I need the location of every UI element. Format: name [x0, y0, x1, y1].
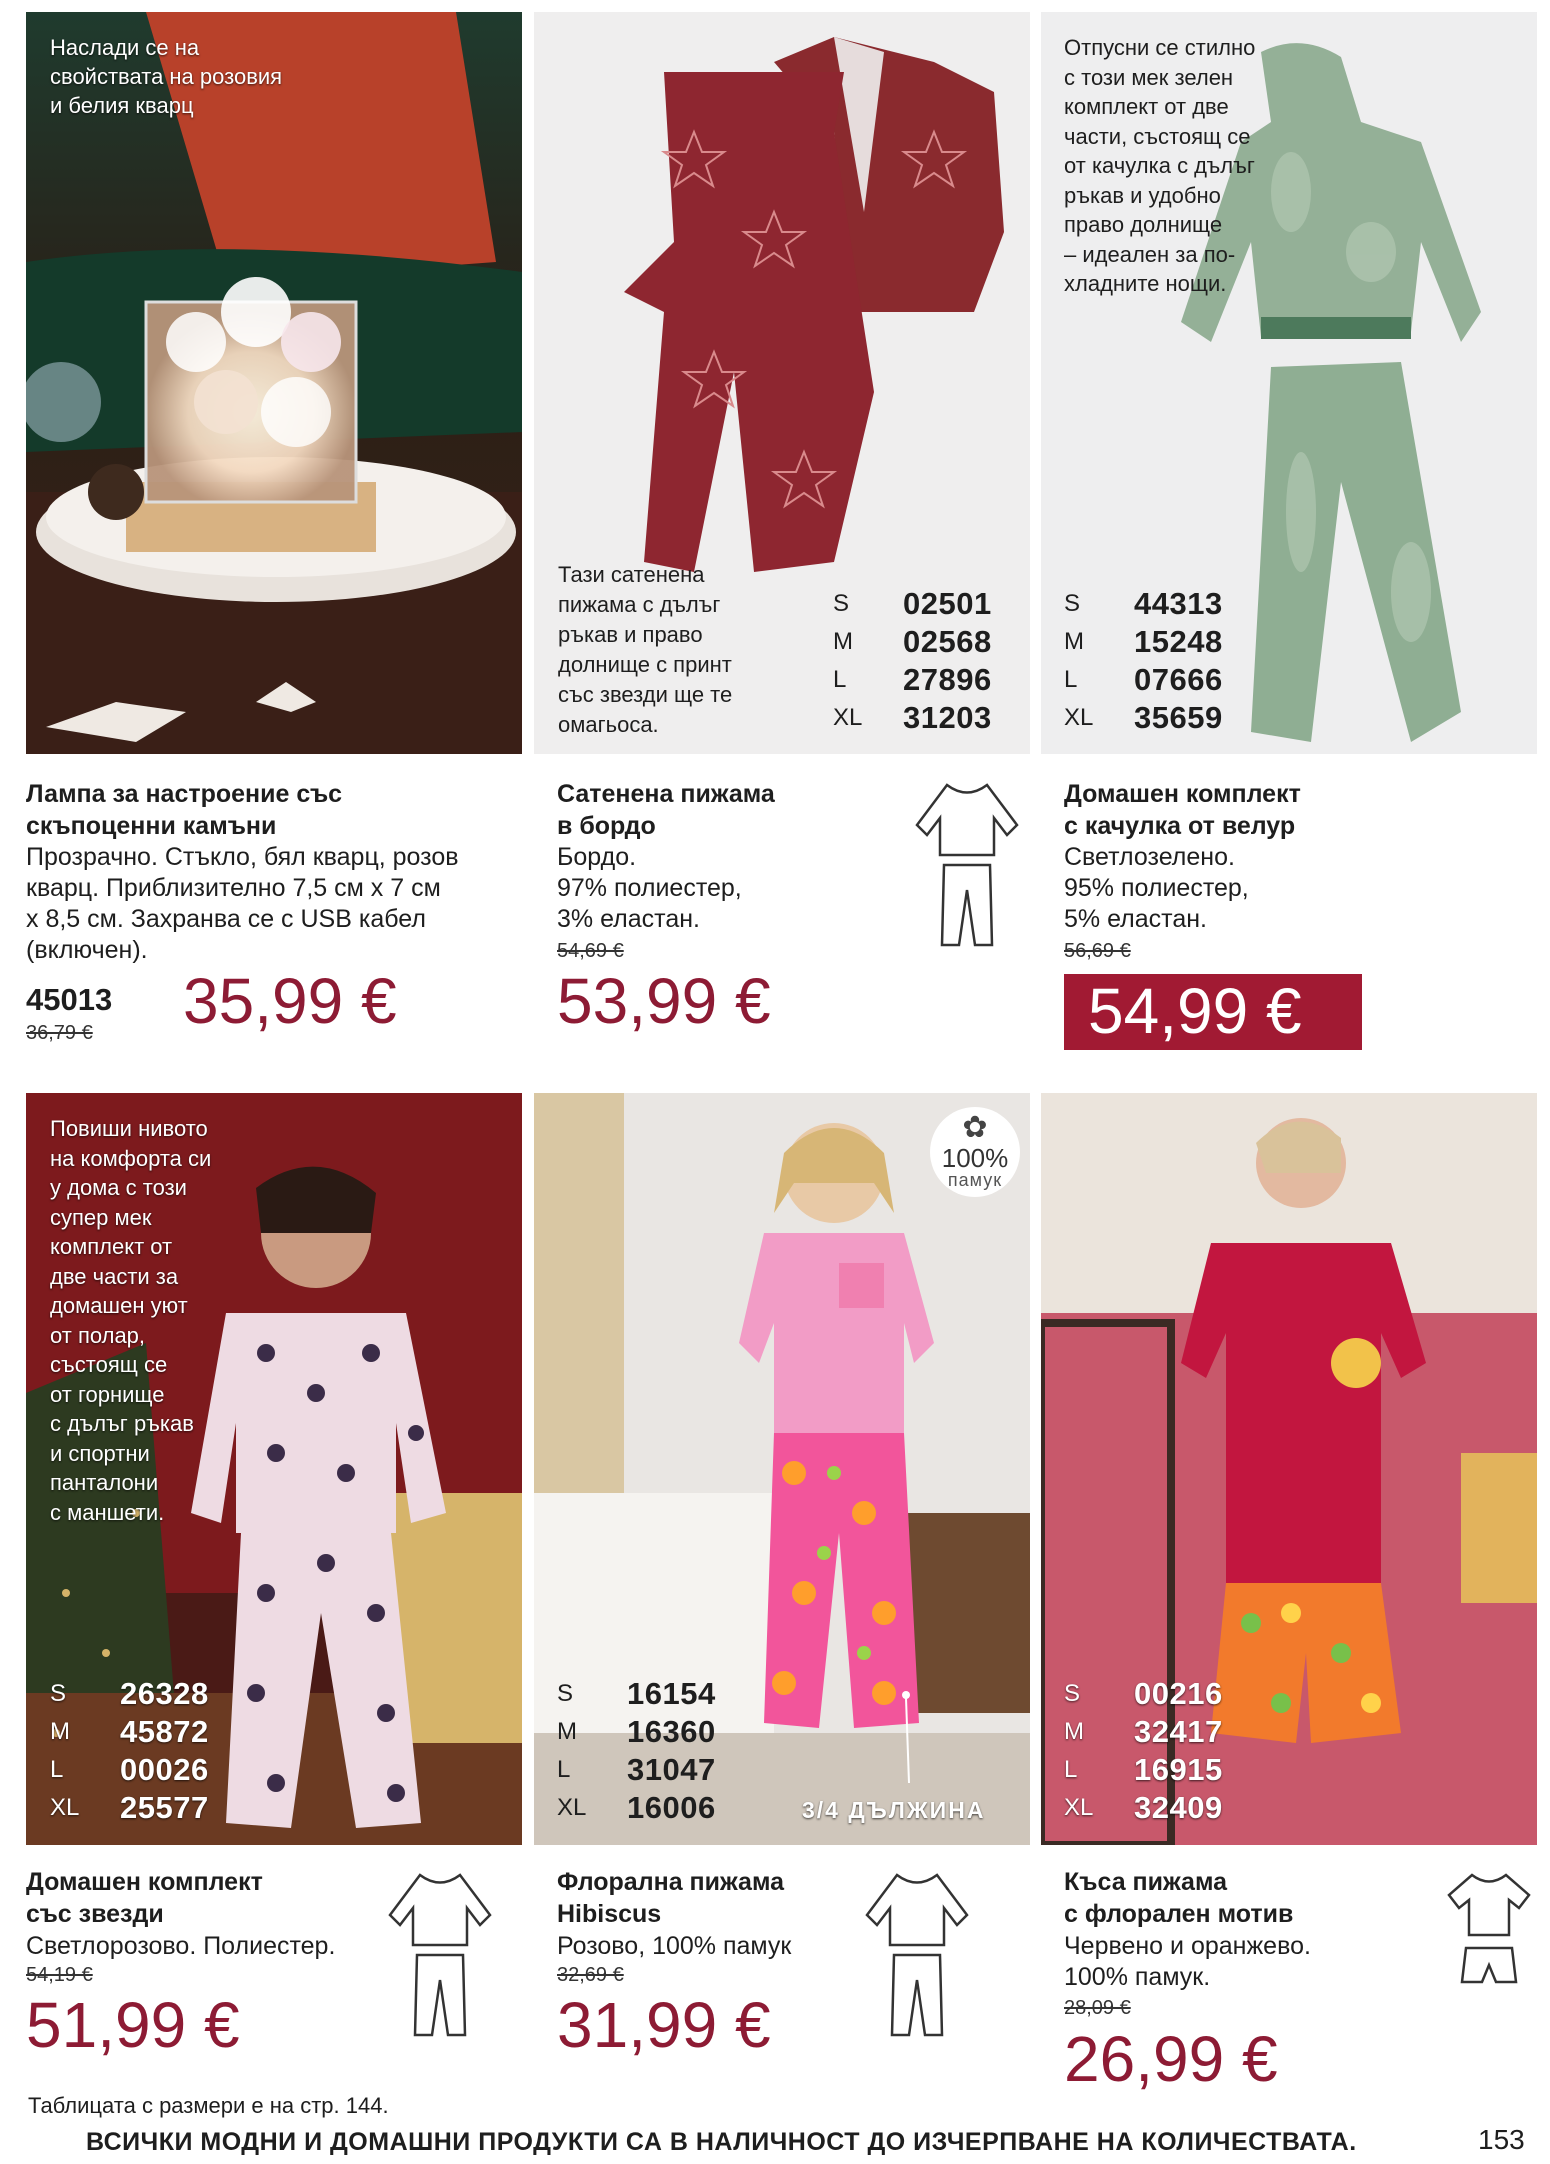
stars-description: Светлорозово. Полиестер.	[26, 1932, 336, 1960]
stars-photo-text: Повиши нивото на комфорта си у дома с този супер мек комплект от две части за домашен уют от полар, състоящ се от горнище с дълъг ръкав и спортни панталони с маншети.	[50, 1116, 212, 1525]
length-label: 3/4 ДЪЛЖИНА	[802, 1797, 986, 1823]
velour-photo-text: Отпусни се стилно с този мек зелен комплект от две части, състоящ се от качулка с дълъг ръкав и удобно право долнище – идеален за по- хладните нощи.	[1064, 35, 1256, 296]
satin-old-price: 54,69 €	[557, 940, 624, 962]
page-number: 153	[1478, 2124, 1525, 2155]
satin-photo-text: Тази сатенена пижама с дълъг ръкав и право долнище с принт със звезди ще те омагьоса.	[558, 562, 733, 737]
availability-note: ВСИЧКИ МОДНИ И ДОМАШНИ ПРОДУКТИ СА В НАЛИЧНОСТ ДО ИЗЧЕРПВАНЕ НА КОЛИЧЕСТВАТА.	[86, 2128, 1357, 2156]
hibiscus-size-codes: S 16154 M 16360 L 31047 XL 16006	[557, 1676, 716, 1825]
floral-short-title: Къса пижама с флорален мотив	[1064, 1868, 1294, 1928]
cotton-badge-percent: 100%	[941, 1143, 1009, 1173]
stars-size-codes: S 26328 M 45872 L 00026 XL 25577	[50, 1676, 209, 1825]
hibiscus-price: 31,99 €	[557, 1989, 771, 2061]
lamp-description: Прозрачно. Стъкло, бял кварц, розов кварц. Приблизително 7,5 см x 7 см x 8,5 см. Захранва се с USB кабел (включен).	[26, 843, 459, 964]
floral-short-description: Червено и оранжево. 100% памук.	[1064, 1932, 1311, 1991]
lamp-photo-text: Наслади се на свойствата на розовия и белия кварц	[50, 35, 283, 118]
lamp-title: Лампа за настроение със скъпоценни камъни	[26, 780, 343, 840]
lamp-old-price: 36,79 €	[26, 1022, 93, 1044]
lamp-photo	[26, 12, 522, 754]
floral-short-price: 26,99 €	[1064, 2023, 1278, 2095]
floral-short-old-price: 28,09 €	[1064, 1997, 1131, 2019]
hibiscus-title: Флорална пижама Hibiscus	[557, 1868, 785, 1928]
velour-size-codes: S 44313 M 15248 L 07666 XL 35659	[1064, 586, 1223, 735]
short-pajama-icon	[1444, 1870, 1534, 1995]
lamp-product-code: 45013	[26, 982, 113, 1017]
floral-short-size-codes: S 00216 M 32417 L 16915 XL 32409	[1064, 1676, 1223, 1825]
velour-price: 54,99 €	[1088, 975, 1302, 1047]
cotton-badge-label: памук	[947, 1170, 1003, 1190]
lamp-price: 35,99 €	[183, 965, 397, 1037]
long-pajama-icon	[385, 1870, 495, 2045]
cotton-badge	[930, 1107, 1020, 1197]
satin-price: 53,99 €	[557, 965, 771, 1037]
stars-old-price: 54,19 €	[26, 1964, 93, 1986]
velour-description: Светлозелено. 95% полиестер, 5% еластан.	[1064, 843, 1249, 933]
long-pajama-icon	[912, 780, 1022, 955]
long-pajama-icon	[862, 1870, 972, 2045]
size-table-note: Таблицата с размери е на стр. 144.	[28, 2093, 389, 2118]
hibiscus-old-price: 32,69 €	[557, 1964, 624, 1986]
velour-title: Домашен комплект с качулка от велур	[1064, 780, 1301, 840]
stars-title: Домашен комплект със звезди	[26, 1868, 263, 1928]
satin-size-codes: S 02501 M 02568 L 27896 XL 31203	[833, 586, 992, 735]
velour-old-price: 56,69 €	[1064, 940, 1131, 962]
hibiscus-description: Розово, 100% памук	[557, 1932, 792, 1960]
satin-title: Сатенена пижама в бордо	[557, 780, 775, 840]
cotton-flower-icon: ✿	[962, 1111, 988, 1144]
satin-description: Бордо. 97% полиестер, 3% еластан.	[557, 843, 742, 933]
stars-price: 51,99 €	[26, 1989, 240, 2061]
